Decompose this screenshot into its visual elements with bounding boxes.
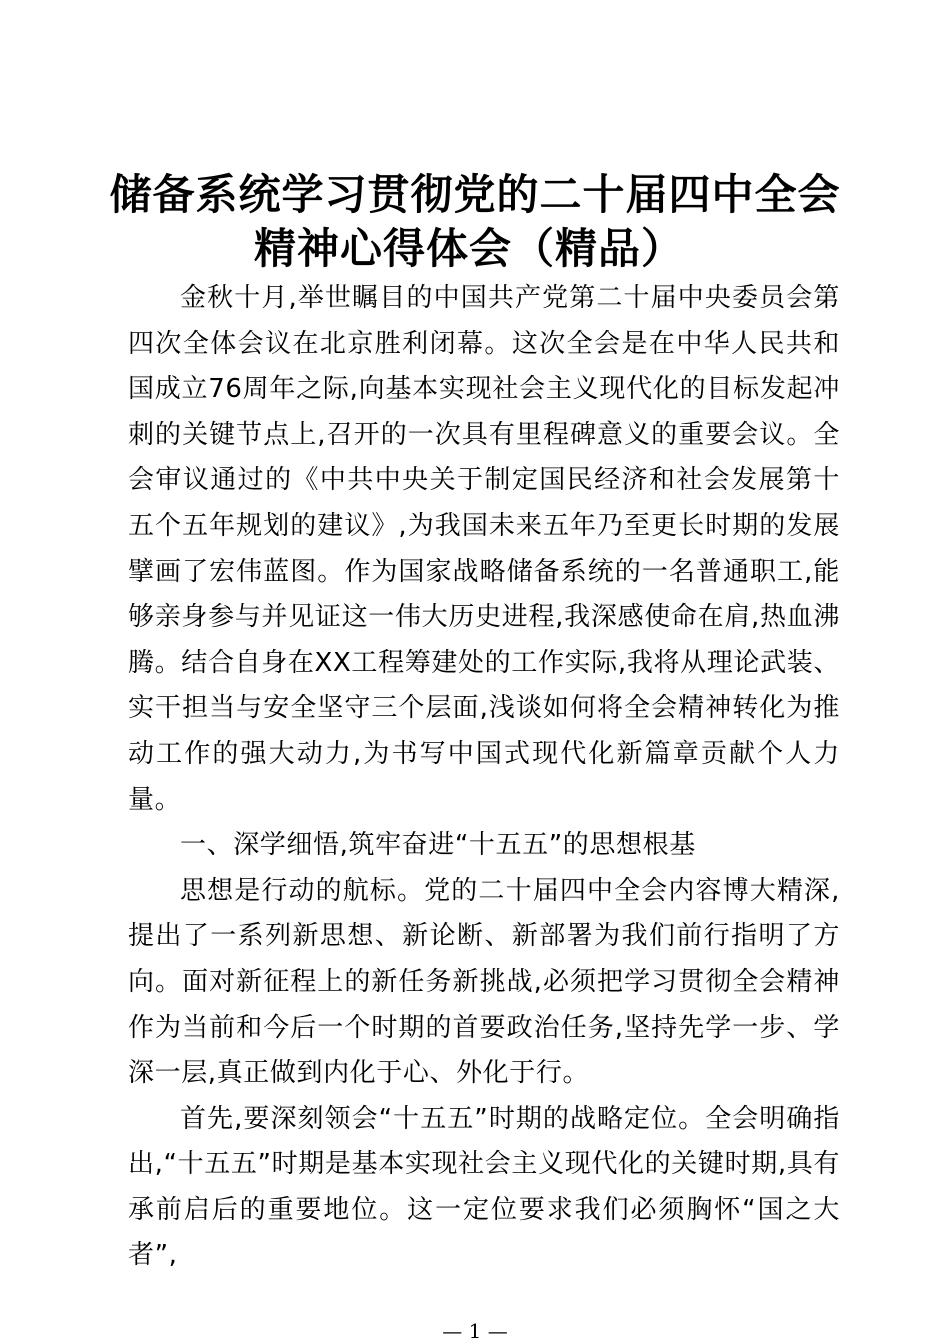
document-title-line-2: 精神心得体会（精品） xyxy=(253,224,684,273)
document-body xyxy=(128,276,840,1279)
section-heading-1: 一、深学细悟,筑牢奋进“十五五”的思想根基 xyxy=(180,830,696,861)
paragraph-intro: 金秋十月,举世瞩目的中国共产党第二十届中央委员会第四次全体会议在北京胜利闭幕。这次全会是在中华人民共和国成立76周年之际,向基本实现社会主义现代化的目标发起冲刺的关键节点上,召开的一次具有里程碑意义的重要会议。全会审议通过的《中共中央关于制定国民经济和社会发展第十五个五年规划的建议》,为我国未来五年乃至更长时期的发展擘画了宏伟蓝图。作为国家战略储备系统的一名普通职工,能够亲身参与并见证这一伟大历史进程,我深感使命在肩,热血沸腾。结合自身在XX工程筹建处的工作实际,我将从理论武装、实干担当与安全坚守三个层面,浅谈如何将全会精神转化为推动工作的强大动力,为书写中国式现代化新篇章贡献个人力量。 xyxy=(128,283,840,815)
page-number: — 1 — xyxy=(442,1319,508,1343)
paragraph-thought: 思想是行动的航标。党的二十届四中全会内容博大精深,提出了一系列新思想、新论断、新部署为我们前行指明了方向。面对新征程上的新任务新挑战,必须把学习贯彻全会精神作为当前和今后一个时期的首要政治任务,坚持先学一步、学深一层,真正做到内化于心、外化于行。 xyxy=(128,875,840,1089)
paragraph-first: 首先,要深刻领会“十五五”时期的战略定位。全会明确指出,“十五五”时期是基本实现社会主义现代化的关键时期,具有承前启后的重要地位。这一定位要求我们必须胸怀“国之大者”, xyxy=(128,1103,840,1271)
document-title-line-1: 储备系统学习贯彻党的二十届四中全会 xyxy=(109,170,841,219)
